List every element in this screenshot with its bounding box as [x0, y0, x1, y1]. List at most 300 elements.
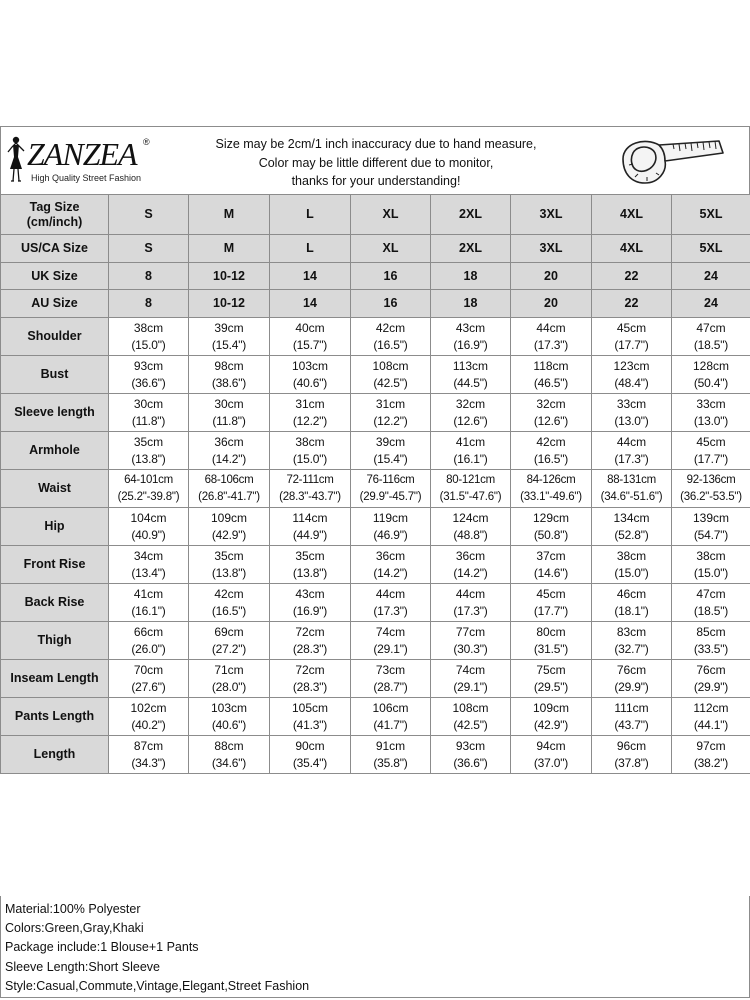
- measurement-cell: [270, 356, 351, 394]
- inch-value: (16.5"): [373, 337, 408, 352]
- measurement-cell: [592, 356, 672, 394]
- size-cell: 16: [351, 263, 431, 290]
- cm-value: 114cm: [292, 510, 328, 525]
- measurement-cell: [351, 394, 431, 432]
- cm-value: 45cm: [616, 320, 647, 335]
- cm-value: 74cm: [375, 624, 406, 639]
- inch-value: (30.3"): [453, 641, 488, 656]
- inch-value: (15.7"): [292, 337, 328, 352]
- inch-value: (26.8"-41.7"): [198, 490, 260, 503]
- cm-value: 88cm: [214, 738, 244, 753]
- measurement-cell: [351, 698, 431, 736]
- measurement-notice: [191, 135, 561, 191]
- cm-value: 41cm: [133, 586, 164, 601]
- size-cell: 22: [592, 263, 672, 290]
- cm-value: 42cm: [536, 434, 566, 449]
- measurement-row: [1, 356, 750, 394]
- cm-value: 45cm: [536, 586, 566, 601]
- cm-value: 39cm: [375, 434, 406, 449]
- cm-value: 66cm: [133, 624, 164, 639]
- inch-value: (29.5"): [533, 679, 569, 694]
- inch-value: (14.2"): [453, 565, 488, 580]
- inch-value: (54.7"): [693, 527, 729, 542]
- measurement-cell: [431, 318, 511, 356]
- measurement-cell: [431, 508, 511, 546]
- cm-value: 32cm: [536, 396, 566, 411]
- cm-value: 118cm: [533, 358, 569, 373]
- cm-value: 70cm: [133, 662, 164, 677]
- inch-value: (17.3"): [453, 603, 488, 618]
- measurement-label: Armhole: [1, 432, 109, 470]
- cm-value: 108cm: [372, 358, 409, 373]
- size-cell: 3XL: [511, 235, 592, 263]
- measurement-cell: [270, 470, 351, 508]
- inch-value: (41.3"): [292, 717, 328, 732]
- measurement-cell: [511, 318, 592, 356]
- inch-value: (25.2"-39.8"): [117, 490, 180, 503]
- measurement-row: [1, 508, 750, 546]
- inch-value: (42.5"): [373, 375, 408, 390]
- measurement-label: Sleeve length: [1, 394, 109, 432]
- inch-value: (16.1"): [453, 451, 488, 466]
- measurement-cell: [672, 736, 750, 774]
- inch-value: (15.4"): [373, 451, 408, 466]
- cm-value: 42cm: [214, 586, 244, 601]
- size-cell: 18: [431, 263, 511, 290]
- inch-value: (37.8"): [614, 755, 649, 770]
- inch-value: (12.2"): [373, 413, 408, 428]
- inch-value: (37.0"): [533, 755, 569, 770]
- registered-mark: ®: [143, 137, 150, 147]
- measurement-cell: [351, 356, 431, 394]
- cm-value: 106cm: [372, 700, 409, 715]
- cm-value: 113cm: [452, 358, 489, 373]
- measurement-cell: [592, 318, 672, 356]
- inch-value: (13.0"): [693, 413, 729, 428]
- cm-value: 112cm: [693, 700, 729, 715]
- inch-value: (14.2"): [373, 565, 408, 580]
- inch-value: (50.4"): [693, 375, 729, 390]
- inch-value: (16.1"): [131, 603, 166, 618]
- measurement-cell: [592, 698, 672, 736]
- measurement-cell: [511, 470, 592, 508]
- cm-value: 35cm: [214, 548, 244, 563]
- brand-logo: [5, 133, 155, 189]
- inch-value: (42.9"): [533, 717, 569, 732]
- inch-value: (12.6"): [453, 413, 488, 428]
- measurement-cell: [189, 432, 270, 470]
- measurement-cell: [109, 546, 189, 584]
- cm-value: 68-106cm: [204, 473, 254, 486]
- measurement-cell: [270, 508, 351, 546]
- measurement-cell: [511, 394, 592, 432]
- inch-value: (16.5"): [533, 451, 569, 466]
- measurement-cell: [351, 736, 431, 774]
- cm-value: 38cm: [133, 320, 164, 335]
- size-cell: 20: [511, 290, 592, 318]
- inch-value: (36.6"): [453, 755, 488, 770]
- size-cell: 16: [351, 290, 431, 318]
- inch-value: (44.9"): [292, 527, 328, 542]
- detail-style: Style:Casual,Commute,Vintage,Elegant,Street Fashion: [5, 978, 310, 993]
- cm-value: 103cm: [291, 358, 329, 373]
- size-cell: 4XL: [592, 235, 672, 263]
- inch-value: (40.6"): [292, 375, 328, 390]
- size-system-row: [1, 235, 750, 263]
- measurement-row: [1, 584, 750, 622]
- inch-value: (28.3"): [292, 641, 328, 656]
- inch-value: (18.1"): [614, 603, 649, 618]
- measurement-cell: [109, 508, 189, 546]
- inch-value: (13.0"): [614, 413, 649, 428]
- row-label: AU Size: [1, 290, 109, 318]
- measurement-cell: [592, 508, 672, 546]
- measurement-cell: [109, 394, 189, 432]
- cm-value: 123cm: [613, 358, 650, 373]
- inch-value: (12.2"): [292, 413, 328, 428]
- measurement-cell: [189, 318, 270, 356]
- measurement-row: [1, 394, 750, 432]
- cm-value: 109cm: [210, 510, 248, 525]
- cm-value: 38cm: [696, 548, 726, 563]
- measurement-label: Front Rise: [1, 546, 109, 584]
- measurement-cell: [270, 622, 351, 660]
- size-cell: 5XL: [672, 195, 750, 235]
- measurement-cell: [189, 736, 270, 774]
- cm-value: 129cm: [532, 510, 570, 525]
- size-cell: 8: [109, 290, 189, 318]
- inch-value: (26.0"): [131, 641, 166, 656]
- measurement-cell: [511, 356, 592, 394]
- measurement-cell: [672, 432, 750, 470]
- measurement-cell: [511, 546, 592, 584]
- size-cell: 10-12: [189, 290, 270, 318]
- inch-value: (46.5"): [533, 375, 569, 390]
- cm-value: 31cm: [375, 396, 406, 411]
- brand-name: ZANZEA: [27, 136, 137, 172]
- detail-colors: Colors:Green,Gray,Khaki: [5, 921, 144, 936]
- measurement-cell: [270, 584, 351, 622]
- inch-value: (41.7"): [373, 717, 408, 732]
- cm-value: 36cm: [214, 434, 244, 449]
- inch-value: (50.8"): [533, 527, 569, 542]
- cm-value: 76cm: [696, 662, 726, 677]
- inch-value: (38.2"): [693, 755, 729, 770]
- inch-value: (11.8"): [212, 413, 246, 428]
- size-cell: L: [270, 235, 351, 263]
- measurement-cell: [109, 736, 189, 774]
- measurement-row: [1, 470, 750, 508]
- measurement-cell: [672, 394, 750, 432]
- measuring-tape-icon: [615, 131, 727, 193]
- measurement-cell: [431, 622, 511, 660]
- size-cell: 18: [431, 290, 511, 318]
- measurement-row: [1, 660, 750, 698]
- cm-value: 93cm: [133, 358, 164, 373]
- inch-value: (14.2"): [211, 451, 247, 466]
- detail-package: Package include:1 Blouse+1 Pants: [5, 940, 199, 955]
- inch-value: (31.5"): [533, 641, 569, 656]
- measurement-cell: [351, 432, 431, 470]
- measurement-cell: [351, 470, 431, 508]
- measurement-cell: [109, 622, 189, 660]
- cm-value: 104cm: [130, 510, 167, 525]
- measurement-cell: [431, 660, 511, 698]
- inch-value: (33.1"-49.6"): [520, 490, 582, 503]
- size-cell: S: [109, 235, 189, 263]
- size-cell: L: [270, 195, 351, 235]
- measurement-cell: [431, 546, 511, 584]
- inch-value: (34.3"): [131, 755, 166, 770]
- measurement-label: Pants Length: [1, 698, 109, 736]
- row-label: Tag Size (cm/inch): [1, 195, 109, 235]
- measurement-cell: [109, 470, 189, 508]
- cm-value: 38cm: [295, 434, 325, 449]
- inch-value: (12.6"): [533, 413, 569, 428]
- detail-sleeve-length: Sleeve Length:Short Sleeve: [5, 959, 160, 974]
- measurement-cell: [672, 508, 750, 546]
- size-cell: 8: [109, 263, 189, 290]
- cm-value: 44cm: [616, 434, 647, 449]
- measurement-cell: [511, 698, 592, 736]
- cm-value: 44cm: [455, 586, 486, 601]
- size-system-row: [1, 195, 750, 235]
- inch-value: (38.6"): [211, 375, 247, 390]
- size-system-row: [1, 290, 750, 318]
- cm-value: 35cm: [295, 548, 325, 563]
- cm-value: 108cm: [452, 700, 489, 715]
- measurement-row: [1, 736, 750, 774]
- cm-value: 31cm: [295, 396, 325, 411]
- size-cell: M: [189, 195, 270, 235]
- inch-value: (14.6"): [533, 565, 569, 580]
- measurement-cell: [592, 546, 672, 584]
- measurement-row: [1, 432, 750, 470]
- cm-value: 42cm: [375, 320, 406, 335]
- measurement-cell: [672, 584, 750, 622]
- cm-value: 76-116cm: [366, 473, 415, 486]
- cm-value: 128cm: [692, 358, 730, 373]
- measurement-cell: [270, 318, 351, 356]
- measurement-cell: [351, 584, 431, 622]
- inch-value: (16.9"): [292, 603, 328, 618]
- cm-value: 38cm: [616, 548, 647, 563]
- measurement-cell: [672, 546, 750, 584]
- inch-value: (28.7"): [373, 679, 408, 694]
- measurement-cell: [109, 432, 189, 470]
- cm-value: 124cm: [452, 510, 489, 525]
- measurement-label: Waist: [1, 470, 109, 508]
- cm-value: 84-126cm: [526, 473, 576, 486]
- measurement-cell: [511, 736, 592, 774]
- measurement-cell: [351, 622, 431, 660]
- notice-line: Color may be little different due to monitor,: [258, 155, 494, 170]
- cm-value: 75cm: [536, 662, 566, 677]
- inch-value: (52.8"): [614, 527, 649, 542]
- measurement-label: Shoulder: [1, 318, 109, 356]
- cm-value: 36cm: [375, 548, 406, 563]
- inch-value: (32.7"): [614, 641, 649, 656]
- cm-value: 119cm: [372, 510, 409, 525]
- measurement-cell: [270, 736, 351, 774]
- cm-value: 43cm: [295, 586, 325, 601]
- measurement-cell: [592, 584, 672, 622]
- cm-value: 103cm: [210, 700, 248, 715]
- inch-value: (35.8"): [373, 755, 408, 770]
- size-cell: S: [109, 195, 189, 235]
- inch-value: (17.7"): [533, 603, 569, 618]
- size-cell: 4XL: [592, 195, 672, 235]
- measurement-cell: [109, 660, 189, 698]
- measurement-cell: [592, 622, 672, 660]
- measurement-row: [1, 546, 750, 584]
- cm-value: 76cm: [616, 662, 647, 677]
- measurement-cell: [189, 622, 270, 660]
- cm-value: 36cm: [455, 548, 486, 563]
- measurement-cell: [672, 622, 750, 660]
- measurement-cell: [189, 394, 270, 432]
- cm-value: 85cm: [696, 624, 726, 639]
- inch-value: (16.9"): [453, 337, 488, 352]
- measurement-cell: [189, 584, 270, 622]
- cm-value: 80-121cm: [446, 473, 495, 486]
- detail-material: Material:100% Polyester: [5, 902, 141, 916]
- inch-value: (46.9"): [373, 527, 408, 542]
- cm-value: 33cm: [696, 396, 726, 411]
- inch-value: (11.8"): [131, 413, 166, 428]
- measurement-cell: [511, 660, 592, 698]
- size-cell: 10-12: [189, 263, 270, 290]
- measurement-cell: [592, 394, 672, 432]
- measurement-cell: [189, 660, 270, 698]
- notice-line: thanks for your understanding!: [291, 174, 461, 188]
- cm-value: 98cm: [214, 358, 244, 373]
- cm-value: 44cm: [536, 320, 566, 335]
- inch-value: (13.8"): [211, 565, 247, 580]
- measurement-cell: [270, 698, 351, 736]
- inch-value: (42.5"): [453, 717, 488, 732]
- inch-value: (17.3"): [373, 603, 408, 618]
- cm-value: 47cm: [696, 586, 726, 601]
- measurement-cell: [592, 470, 672, 508]
- measurement-cell: [592, 660, 672, 698]
- measurement-cell: [189, 356, 270, 394]
- size-cell: 14: [270, 290, 351, 318]
- cm-value: 64-101cm: [124, 473, 173, 486]
- inch-value: (17.7"): [614, 337, 649, 352]
- inch-value: (18.5"): [693, 603, 729, 618]
- inch-value: (48.4"): [614, 375, 649, 390]
- measurement-cell: [672, 698, 750, 736]
- cm-value: 73cm: [375, 662, 406, 677]
- inch-value: (44.5"): [453, 375, 488, 390]
- cm-value: 34cm: [133, 548, 164, 563]
- inch-value: (13.4"): [131, 565, 166, 580]
- size-cell: 2XL: [431, 235, 511, 263]
- inch-value: (31.5"-47.6"): [439, 490, 502, 503]
- measurement-cell: [189, 698, 270, 736]
- measurement-cell: [351, 546, 431, 584]
- measurement-cell: [109, 698, 189, 736]
- cm-value: 83cm: [616, 624, 647, 639]
- size-cell: 24: [672, 290, 750, 318]
- row-label: UK Size: [1, 263, 109, 290]
- measurement-cell: [592, 432, 672, 470]
- inch-value: (13.8"): [292, 565, 328, 580]
- brand-tagline: High Quality Street Fashion: [31, 173, 142, 183]
- measurement-cell: [431, 432, 511, 470]
- cm-value: 77cm: [455, 624, 486, 639]
- inch-value: (28.3"-43.7"): [279, 490, 341, 503]
- measurement-label: Length: [1, 736, 109, 774]
- size-cell: 20: [511, 263, 592, 290]
- inch-value: (36.6"): [131, 375, 166, 390]
- inch-value: (13.8"): [131, 451, 166, 466]
- inch-value: (15.4"): [211, 337, 247, 352]
- inch-value: (29.9"): [614, 679, 649, 694]
- inch-value: (40.6"): [211, 717, 247, 732]
- size-cell: 24: [672, 263, 750, 290]
- inch-value: (27.6"): [131, 679, 166, 694]
- inch-value: (29.9"-45.7"): [359, 490, 422, 503]
- size-cell: 5XL: [672, 235, 750, 263]
- cm-value: 90cm: [295, 738, 325, 753]
- inch-value: (29.1"): [373, 641, 408, 656]
- size-table: [0, 194, 750, 774]
- measurement-cell: [351, 660, 431, 698]
- measurement-cell: [431, 356, 511, 394]
- cm-value: 93cm: [455, 738, 486, 753]
- size-cell: 22: [592, 290, 672, 318]
- cm-value: 37cm: [536, 548, 566, 563]
- measurement-row: [1, 622, 750, 660]
- inch-value: (34.6"): [211, 755, 247, 770]
- measurement-cell: [109, 356, 189, 394]
- cm-value: 71cm: [214, 662, 244, 677]
- cm-value: 88-131cm: [607, 473, 656, 486]
- inch-value: (40.9"): [131, 527, 166, 542]
- size-cell: 14: [270, 263, 351, 290]
- cm-value: 43cm: [455, 320, 486, 335]
- inch-value: (18.5"): [693, 337, 729, 352]
- measurement-cell: [189, 546, 270, 584]
- inch-value: (43.7"): [614, 717, 649, 732]
- cm-value: 72cm: [295, 624, 325, 639]
- measurement-cell: [270, 660, 351, 698]
- cm-value: 39cm: [214, 320, 244, 335]
- size-cell: XL: [351, 195, 431, 235]
- inch-value: (28.0"): [211, 679, 247, 694]
- measurement-cell: [270, 432, 351, 470]
- inch-value: (34.6"-51.6"): [600, 490, 663, 503]
- cm-value: 92-136cm: [686, 473, 736, 486]
- measurement-cell: [672, 356, 750, 394]
- cm-value: 30cm: [133, 396, 164, 411]
- inch-value: (17.3"): [614, 451, 649, 466]
- measurement-row: [1, 698, 750, 736]
- measurement-cell: [189, 470, 270, 508]
- inch-value: (40.2"): [131, 717, 166, 732]
- size-cell: 2XL: [431, 195, 511, 235]
- cm-value: 97cm: [696, 738, 726, 753]
- measurement-cell: [672, 318, 750, 356]
- measurement-cell: [592, 736, 672, 774]
- inch-value: (48.8"): [453, 527, 488, 542]
- inch-value: (16.5"): [211, 603, 247, 618]
- measurement-cell: [189, 508, 270, 546]
- measurement-cell: [431, 736, 511, 774]
- inch-value: (17.7"): [693, 451, 729, 466]
